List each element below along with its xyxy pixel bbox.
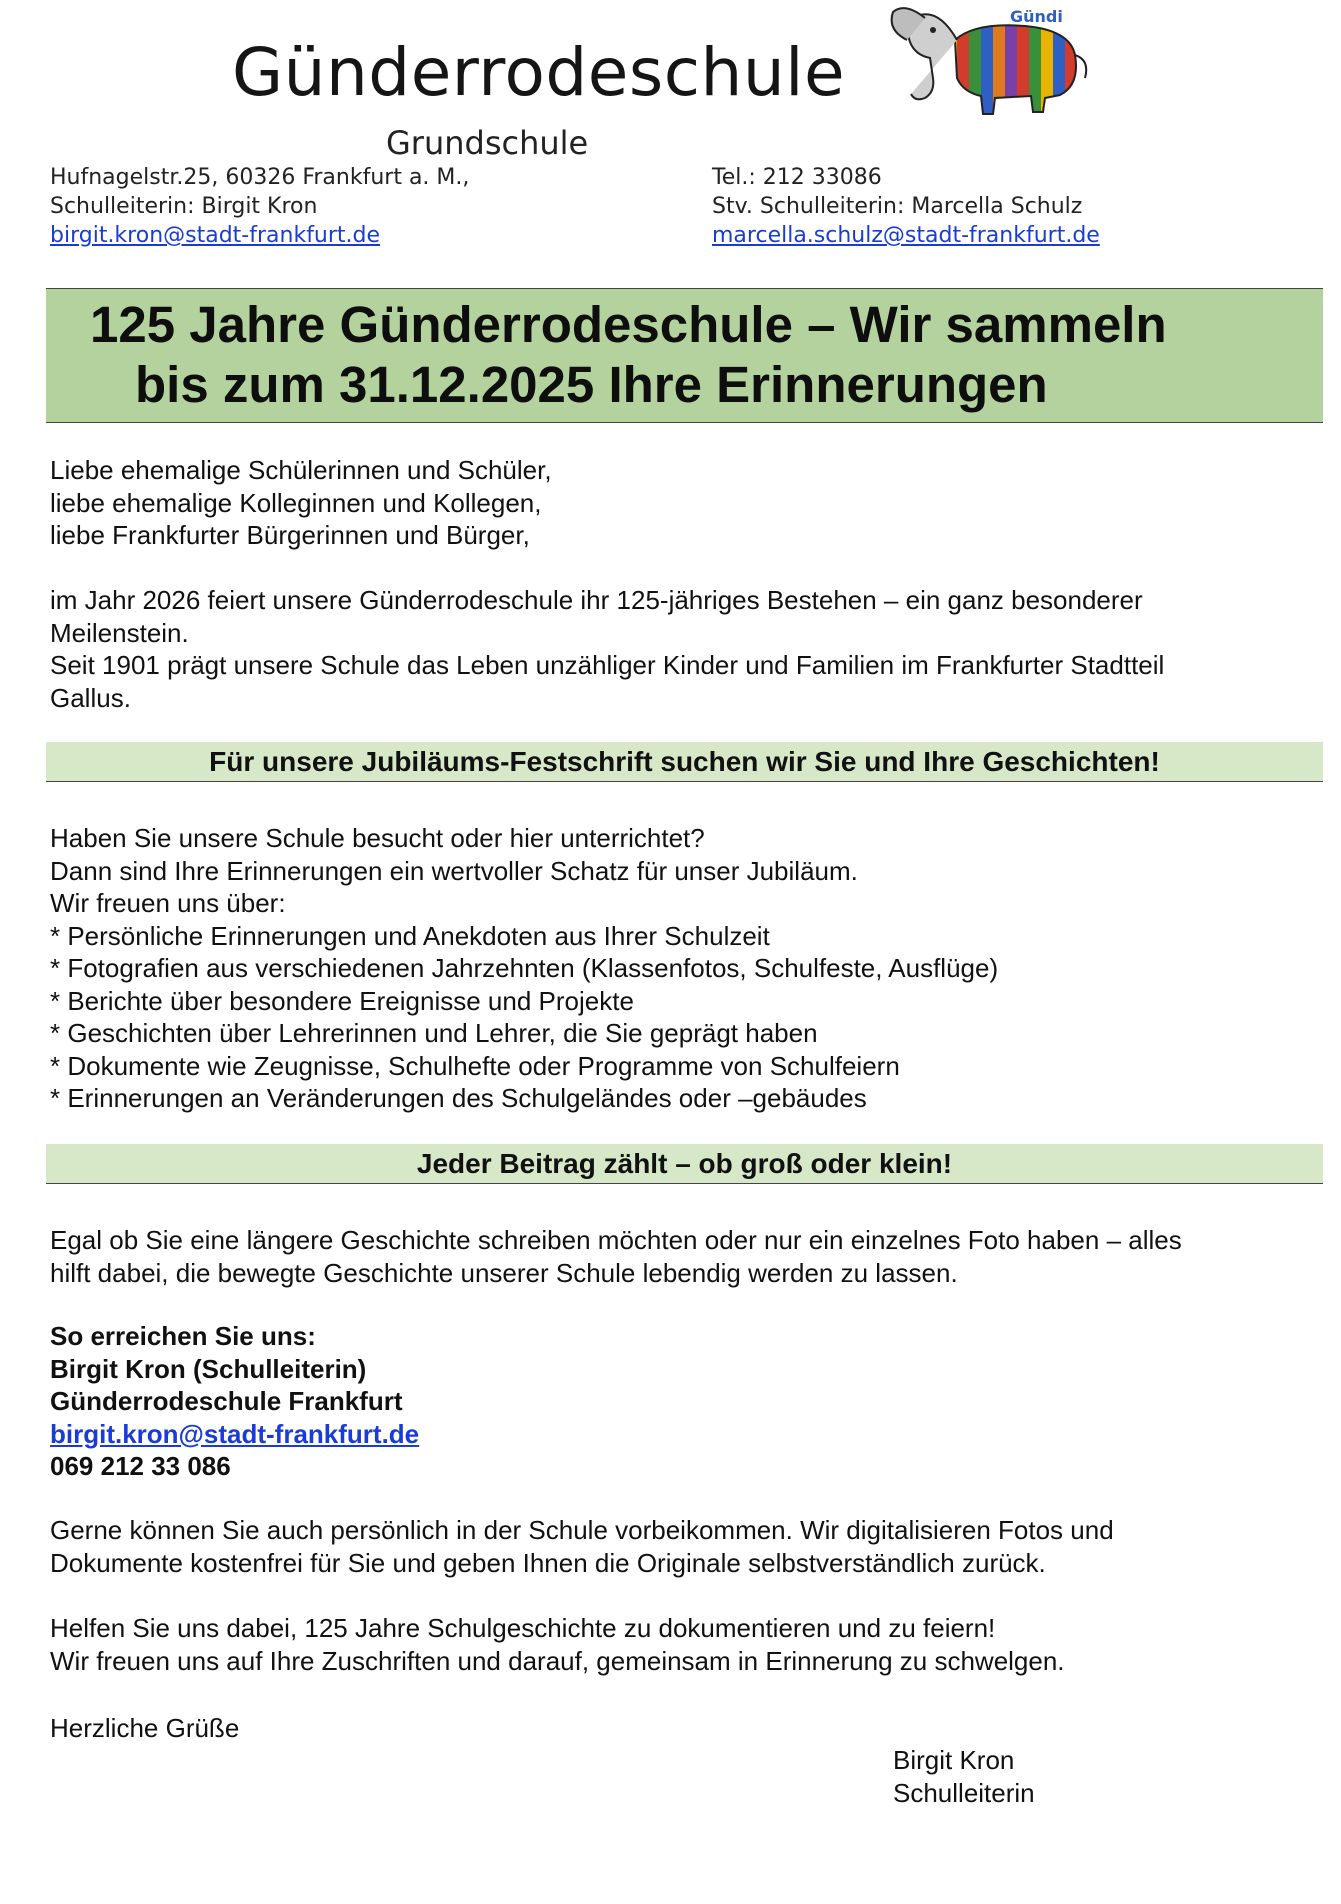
title-banner: [46, 288, 1323, 423]
phone-line: Tel.: 212 33086: [712, 165, 882, 190]
intro-line: im Jahr 2026 feiert unsere Günderrodeschule ihr 125-jähriges Bestehen – ein ganz besonderer: [50, 585, 1143, 615]
list-item: * Geschichten über Lehrerinnen und Lehrer, die Sie geprägt haben: [50, 1018, 818, 1048]
section-beitrag-text: [50, 1224, 1182, 1289]
greeting-line: liebe ehemalige Kolleginnen und Kollegen,: [50, 487, 542, 518]
text-line: Dann sind Ihre Erinnerungen ein wertvoller Schatz für unser Jubiläum.: [50, 855, 858, 886]
list-item: * Fotografien aus verschiedenen Jahrzehnten (Klassenfotos, Schulfeste, Ausflüge): [50, 953, 999, 983]
list-item: * Dokumente wie Zeugnisse, Schulhefte oder Programme von Schulfeiern: [50, 1050, 900, 1081]
banner-title-line-1: 125 Jahre Günderrodeschule – Wir sammeln: [90, 296, 1167, 353]
banner-title-line-2: bis zum 31.12.2025 Ihre Erinnerungen: [135, 356, 1048, 413]
contact-block: [50, 1320, 419, 1483]
text-line: hilft dabei, die bewegte Geschichte unserer Schule lebendig werden zu lassen.: [50, 1257, 958, 1288]
section-heading-festschrift: Für unsere Jubiläums-Festschrift suchen wir Sie und Ihre Geschichten!: [46, 742, 1323, 782]
principal-email-link[interactable]: birgit.kron@stadt-frankfurt.de: [50, 223, 381, 248]
visit-paragraph: [50, 1514, 1114, 1579]
deputy-email-link[interactable]: marcella.schulz@stadt-frankfurt.de: [712, 223, 1100, 248]
text-line: Dokumente kostenfrei für Sie und geben Ihnen die Originale selbstverständlich zurück.: [50, 1547, 1046, 1578]
signature-name: Birgit Kron: [893, 1745, 1015, 1775]
address-line: Hufnagelstr.25, 60326 Frankfurt a. M.,: [50, 165, 470, 190]
section-festschrift-text: [50, 822, 998, 1115]
greeting-block: [50, 454, 552, 552]
list-item: * Berichte über besondere Ereignisse und Projekte: [50, 985, 634, 1016]
greeting-line: liebe Frankfurter Bürgerinnen und Bürger,: [50, 520, 530, 550]
section-heading-beitrag: Jeder Beitrag zählt – ob groß oder klein!: [46, 1144, 1323, 1184]
signature-role: Schulleiterin: [893, 1777, 1035, 1808]
contact-name: Birgit Kron (Schulleiterin): [50, 1353, 367, 1384]
closing-paragraph: [50, 1612, 1065, 1677]
contact-email-link[interactable]: birgit.kron@stadt-frankfurt.de: [50, 1418, 420, 1449]
regards: Herzliche Grüße: [50, 1713, 240, 1743]
text-line: Haben Sie unsere Schule besucht oder hier unterrichtet?: [50, 823, 705, 853]
address-block-left: [50, 163, 469, 250]
text-line: Wir freuen uns auf Ihre Zuschriften und darauf, gemeinsam in Erinnerung zu schwelgen.: [50, 1645, 1065, 1676]
list-item: * Erinnerungen an Veränderungen des Schulgeländes oder –gebäudes: [50, 1083, 867, 1113]
text-line: Gerne können Sie auch persönlich in der Schule vorbeikommen. Wir digitalisieren Fotos und: [50, 1515, 1114, 1545]
principal-line: Schulleiterin: Birgit Kron: [50, 194, 318, 219]
contact-org: Günderrodeschule Frankfurt: [50, 1386, 403, 1416]
contact-heading: So erreichen Sie uns:: [50, 1321, 316, 1351]
elephant-logo-icon: [885, 0, 1095, 120]
greeting-line: Liebe ehemalige Schülerinnen und Schüler,: [50, 455, 552, 485]
text-line: Egal ob Sie eine längere Geschichte schreiben möchten oder nur ein einzelnes Foto haben – alles: [50, 1225, 1182, 1255]
text-line: Helfen Sie uns dabei, 125 Jahre Schulgeschichte zu dokumentieren und zu feiern!: [50, 1613, 996, 1643]
intro-line: Gallus.: [50, 682, 131, 713]
school-name: Günderrodeschule: [232, 34, 846, 111]
intro-line: Seit 1901 prägt unsere Schule das Leben unzähliger Kinder und Familien im Frankfurter Stadtteil: [50, 650, 1165, 680]
address-block-right: [712, 163, 1100, 250]
intro-paragraph: [50, 584, 1164, 714]
deputy-line: Stv. Schulleiterin: Marcella Schulz: [712, 194, 1083, 219]
logo-label: Gündi: [1010, 7, 1063, 26]
intro-line: Meilenstein.: [50, 617, 189, 648]
list-item: * Persönliche Erinnerungen und Anekdoten aus Ihrer Schulzeit: [50, 920, 770, 951]
contact-phone: 069 212 33 086: [50, 1451, 231, 1481]
text-line: Wir freuen uns über:: [50, 888, 286, 918]
signature-block: [893, 1744, 1035, 1809]
school-type: Grundschule: [386, 124, 589, 162]
